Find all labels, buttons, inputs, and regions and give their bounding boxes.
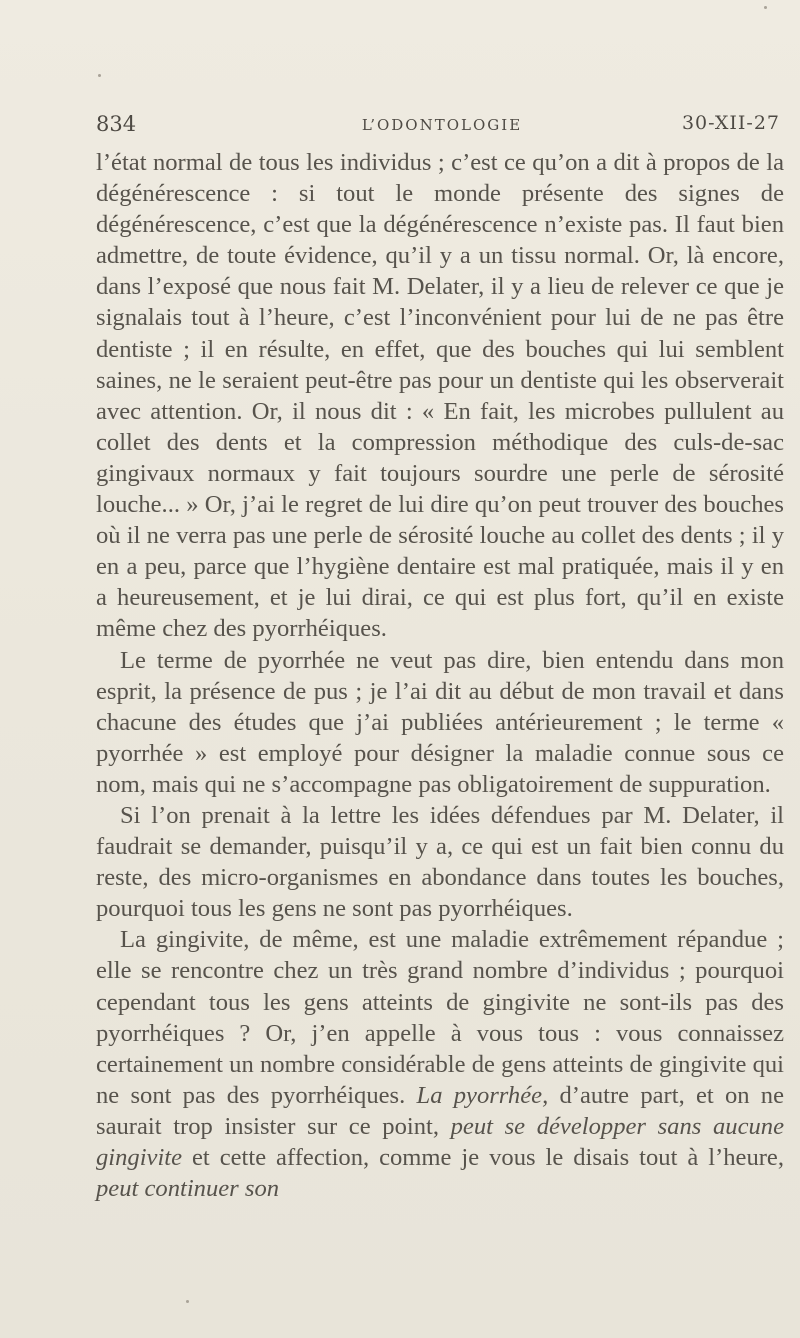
journal-title: L’ODONTOLOGIE xyxy=(361,116,523,134)
issue-date: 30-XII-27 xyxy=(681,112,780,134)
italic-text-run: peut se développer sans aucune gingivite xyxy=(96,1112,785,1171)
body-text xyxy=(96,147,784,1204)
italic-text-run: peut continuer son xyxy=(96,1175,280,1203)
paper-speck xyxy=(98,74,101,77)
paragraph xyxy=(96,800,784,924)
running-header xyxy=(96,112,788,142)
paper-speck xyxy=(764,6,767,9)
paragraph xyxy=(96,645,784,800)
italic-text-run: La pyorrhée, xyxy=(416,1081,549,1109)
text-run: l’état normal de tous les individus ; c’est ce qu’on a dit à propos de la dégénérescence : si tout le monde présente des signes de dégénérescence, c’est que la dégénérescence n’existe pas. Il faut bien admettre, de toute évidence, qu’il y a un tissu normal. Or, là encore, dans l’exposé que nous fait M. Delater, il y a lieu de relever ce que je signalais tout à l’heure, c’est l’inconvénient pour lui de ne pas être dentiste ; il en résulte, en effet, que des bouches qui lui semblent saines, ne le seraient peut-être pas pour un dentiste qui les observerait avec attention. Or, il nous dit : « En fait, les microbes pullulent au collet des dents et la compression méthodique des culs-de-sac gingivaux normaux y fait toujours sourdre une perle de sérosité louche... » Or, j’ai le regret de lui dire qu’on peut trouver des bouches où il ne verra pas une perle de sérosité louche au collet des dents ; il y en a peu, parce que l’hygiène dentaire est mal pratiquée, mais il y en a heureusement, et je lui dirai, ce qui est plus fort, qu’il en existe même chez des pyorrhéiques. xyxy=(96,149,784,643)
text-run: d’autre part, et on ne saurait trop insister sur ce point, xyxy=(96,1081,784,1140)
text-run: Le terme de pyorrhée ne veut pas dire, bien entendu dans mon esprit, la présence de pus ; je l’ai dit au début de mon travail et dans chacune des études que j’ai publiées antérieurement ; le terme « pyorrhée » est employé pour désigner la maladie connue sous ce nom, mais qui ne s’accompagne pas obligatoirement de suppuration. xyxy=(96,646,784,798)
paper-speck xyxy=(186,1300,189,1303)
text-run: La gingivite, de même, est une maladie extrêmement répandue ; elle se rencontre chez un très grand nombre d’individus ; pourquoi cependant tous les gens atteints de gingivite ne sont-ils pas des pyorrhéiques ? Or, j’en appelle à vous tous : vous connaissez certainement un nombre considérable de gens atteints de gingivite qui ne sont pas des pyorrhéiques. xyxy=(96,926,784,1109)
paragraph xyxy=(96,924,784,1204)
paragraph xyxy=(96,147,784,645)
text-run: et cette affection, comme je vous le disais tout à l’heure, xyxy=(182,1144,784,1171)
text-run: Si l’on prenait à la lettre les idées défendues par M. Delater, il faudrait se demander, puisqu’il y a, ce qui est un fait bien connu du reste, des micro-organismes en abondance dans toutes les bouches, pourquoi tous les gens ne sont pas pyorrhéiques. xyxy=(96,801,784,923)
page-number: 834 xyxy=(96,112,137,136)
